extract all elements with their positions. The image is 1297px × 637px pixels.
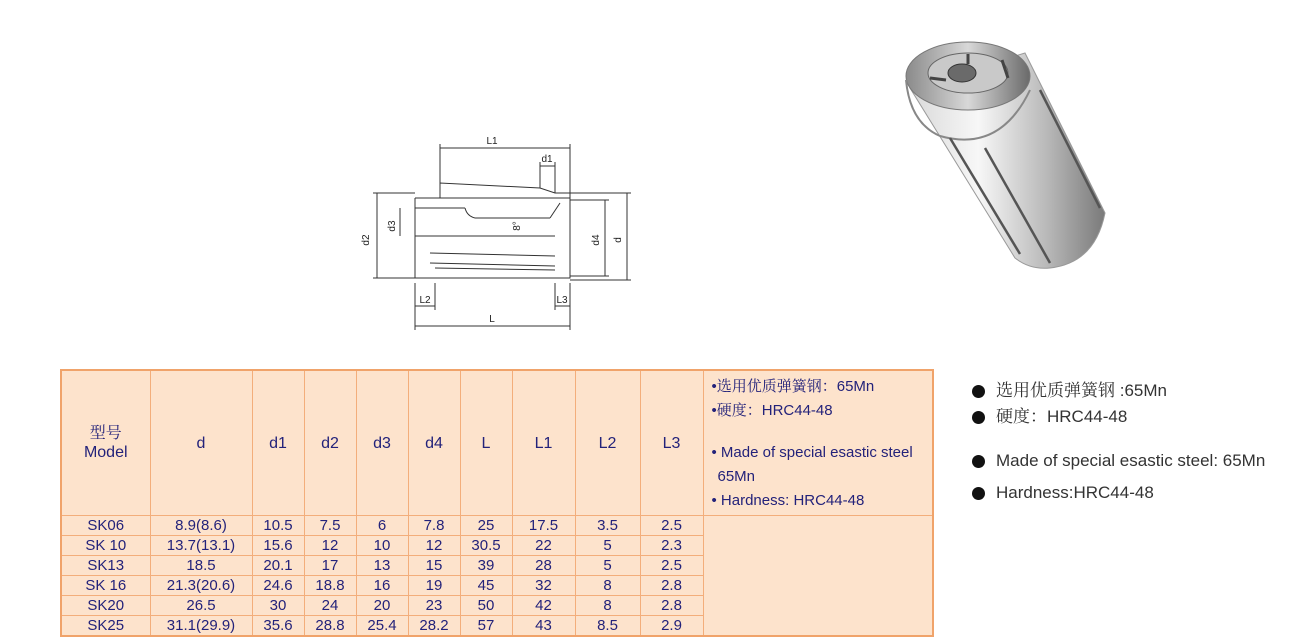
cell-L1: 17.5: [512, 516, 575, 536]
cell-d1: 10.5: [252, 516, 304, 536]
cell-L: 30.5: [460, 536, 512, 556]
note-hardness-cn: •硬度：HRC44-48: [711, 402, 833, 419]
table-row: [61, 616, 933, 637]
cell-d2: 24: [304, 596, 356, 616]
label-L1: L1: [486, 136, 498, 147]
cell-L2: 5: [575, 556, 640, 576]
header-d3: d3: [356, 370, 408, 516]
table-row: [61, 516, 933, 536]
label-d2: d2: [361, 234, 372, 246]
cell-L: 50: [460, 596, 512, 616]
note-material-cn: •选用优质弹簧钢：65Mn: [711, 378, 875, 395]
cell-L1: 22: [512, 536, 575, 556]
cell-d4: 19: [408, 576, 460, 596]
bullet-hardness-cn-text: 硬度：HRC44-48: [996, 407, 1128, 426]
table-row: [61, 576, 933, 596]
header-L: L: [460, 370, 512, 516]
cell-d2: 18.8: [304, 576, 356, 596]
cell-L: 45: [460, 576, 512, 596]
cell-d3: 25.4: [356, 616, 408, 637]
table-row: [61, 556, 933, 576]
cell-model: SK20: [61, 596, 150, 616]
header-L3: L3: [640, 370, 703, 516]
bullet-material-en-text: Made of special esastic steel: 65Mn: [996, 451, 1266, 470]
label-L: L: [489, 314, 495, 325]
cell-model: SK25: [61, 616, 150, 637]
header-model: [61, 370, 150, 516]
cell-L1: 28: [512, 556, 575, 576]
label-L2: L2: [419, 295, 431, 306]
cell-L2: 5: [575, 536, 640, 556]
collet-product-photo: [890, 18, 1140, 273]
spec-table: [60, 369, 934, 637]
table-header-row: [61, 370, 933, 516]
cell-d1: 30: [252, 596, 304, 616]
cell-d: 8.9(8.6): [150, 516, 252, 536]
cell-d3: 6: [356, 516, 408, 536]
header-d1: d1: [252, 370, 304, 516]
table-row: [61, 536, 933, 556]
cell-model: SK13: [61, 556, 150, 576]
bullet-dot-icon: [972, 411, 985, 424]
cell-d: 31.1(29.9): [150, 616, 252, 637]
table-row: [61, 596, 933, 616]
cell-d3: 13: [356, 556, 408, 576]
bullet-dot-icon: [972, 385, 985, 398]
header-model-cn: 型号: [89, 425, 122, 442]
cell-d: 21.3(20.6): [150, 576, 252, 596]
header-d4: d4: [408, 370, 460, 516]
note-hardness-en: • Hardness: HRC44-48: [711, 492, 865, 509]
cell-L3: 2.8: [640, 596, 703, 616]
cell-L2: 8: [575, 576, 640, 596]
cell-L3: 2.5: [640, 516, 703, 536]
cell-d2: 28.8: [304, 616, 356, 637]
cell-d1: 20.1: [252, 556, 304, 576]
bullet-hardness-cn: [972, 404, 1292, 430]
bullet-material-en: [972, 448, 1292, 474]
cell-L2: 8: [575, 596, 640, 616]
cell-d4: 28.2: [408, 616, 460, 637]
cell-d4: 23: [408, 596, 460, 616]
cell-d3: 10: [356, 536, 408, 556]
cell-d3: 20: [356, 596, 408, 616]
cell-L: 39: [460, 556, 512, 576]
cell-L: 25: [460, 516, 512, 536]
bullet-hardness-en: [972, 480, 1292, 506]
bullet-hardness-en-text: Hardness:HRC44-48: [996, 483, 1154, 502]
bullet-dot-icon: [972, 455, 985, 468]
label-L3: L3: [556, 295, 568, 306]
note-material-en-value: 65Mn: [717, 468, 756, 485]
label-d3: d3: [387, 220, 398, 232]
cell-L1: 43: [512, 616, 575, 637]
label-d: d: [613, 237, 624, 243]
label-d1: d1: [541, 154, 553, 165]
cell-L3: 2.3: [640, 536, 703, 556]
cell-d1: 35.6: [252, 616, 304, 637]
collet-technical-drawing: [355, 128, 645, 333]
cell-L1: 32: [512, 576, 575, 596]
cell-d1: 24.6: [252, 576, 304, 596]
cell-L2: 3.5: [575, 516, 640, 536]
cell-model: SK 16: [61, 576, 150, 596]
header-d: d: [150, 370, 252, 516]
cell-d: 13.7(13.1): [150, 536, 252, 556]
header-L2: L2: [575, 370, 640, 516]
cell-d4: 12: [408, 536, 460, 556]
label-angle: 8°: [512, 221, 523, 231]
cell-L: 57: [460, 616, 512, 637]
cell-L3: 2.5: [640, 556, 703, 576]
header-L1: L1: [512, 370, 575, 516]
table-notes: [703, 370, 933, 516]
cell-d4: 7.8: [408, 516, 460, 536]
cell-L2: 8.5: [575, 616, 640, 637]
header-model-en: Model: [83, 444, 128, 461]
cell-L1: 42: [512, 596, 575, 616]
cell-d2: 7.5: [304, 516, 356, 536]
cell-L3: 2.8: [640, 576, 703, 596]
cell-d: 26.5: [150, 596, 252, 616]
cell-d4: 15: [408, 556, 460, 576]
bullet-dot-icon: [972, 487, 985, 500]
bullet-material-cn: [972, 378, 1292, 404]
cell-d2: 17: [304, 556, 356, 576]
cell-L3: 2.9: [640, 616, 703, 637]
cell-model: SK 10: [61, 536, 150, 556]
cell-d2: 12: [304, 536, 356, 556]
cell-d: 18.5: [150, 556, 252, 576]
cell-d1: 15.6: [252, 536, 304, 556]
label-d4: d4: [591, 234, 602, 246]
header-d2: d2: [304, 370, 356, 516]
spec-bullet-list: [972, 378, 1292, 506]
note-material-en: • Made of special esastic steel: [711, 444, 913, 461]
cell-d3: 16: [356, 576, 408, 596]
cell-model: SK06: [61, 516, 150, 536]
bullet-material-cn-text: 选用优质弹簧钢 :65Mn: [996, 381, 1167, 400]
